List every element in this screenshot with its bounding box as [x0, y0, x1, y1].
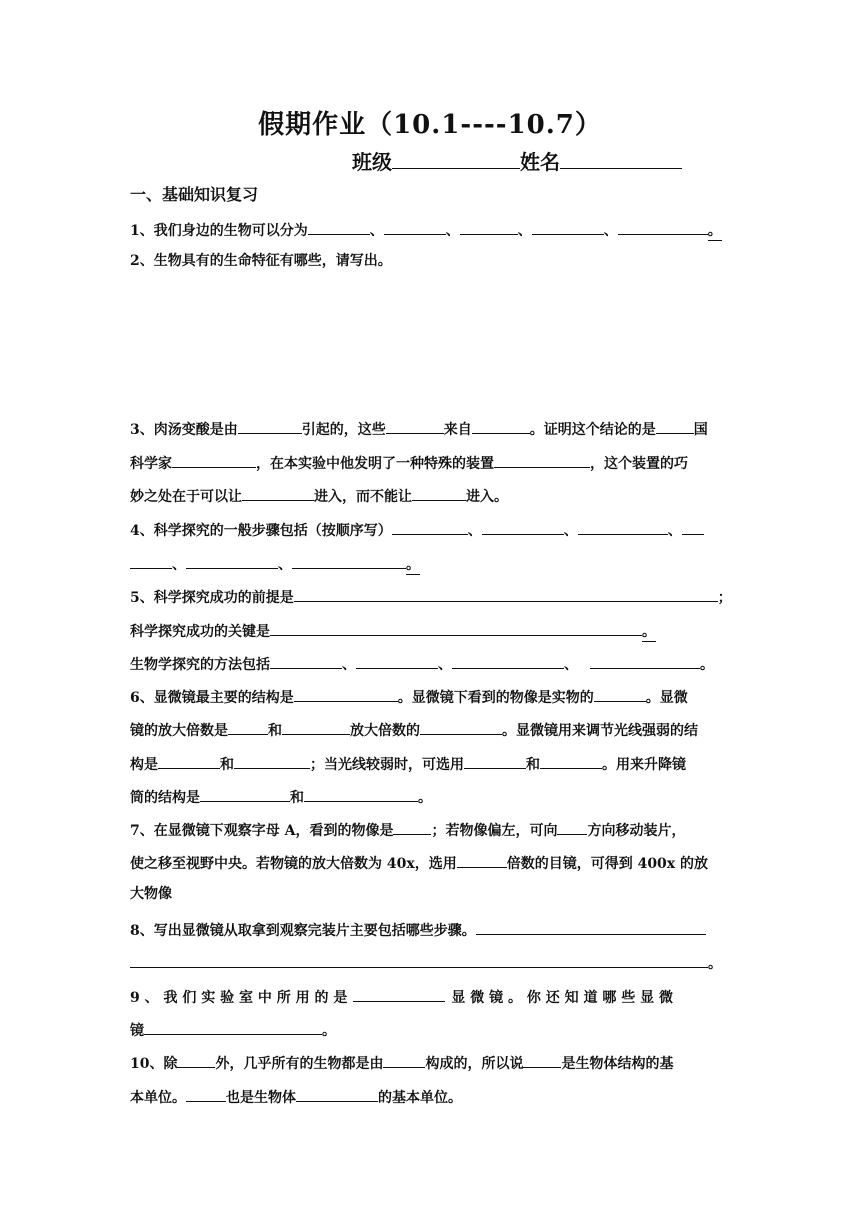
- question-text: 镜的放大倍数是: [130, 723, 228, 739]
- question-text: 本单位。: [130, 1090, 186, 1106]
- question-text: 进入。: [466, 489, 508, 505]
- answer-blank[interactable]: [494, 449, 590, 468]
- question-5-line-3: [130, 650, 714, 674]
- answer-blank[interactable]: [540, 750, 602, 769]
- answer-blank[interactable]: [186, 1083, 226, 1102]
- answer-blank[interactable]: [412, 482, 466, 501]
- answer-blank[interactable]: [158, 750, 220, 769]
- answer-blank[interactable]: [682, 516, 704, 535]
- answer-blank[interactable]: [420, 716, 502, 735]
- answer-blank[interactable]: [393, 816, 431, 835]
- answer-blank[interactable]: [172, 449, 256, 468]
- separator: 、: [564, 657, 578, 673]
- question-text: 来自: [443, 422, 472, 438]
- answer-blank[interactable]: [177, 1049, 215, 1068]
- class-blank[interactable]: [392, 147, 520, 169]
- answer-blank[interactable]: [292, 550, 406, 569]
- question-text: 9 、 我 们 实 验 室 中 所 用 的 是: [130, 990, 348, 1006]
- question-text: 使之移至视野中央。若物镜的放大倍数为 40x，选用: [130, 856, 457, 872]
- question-text: 倍数的目镜，可得到 400x 的放: [506, 856, 709, 872]
- answer-blank[interactable]: [234, 750, 310, 769]
- answer-blank[interactable]: [457, 849, 507, 868]
- question-text: 妙之处在于可以让: [130, 489, 242, 505]
- question-text: 外，几乎所有的生物都是由: [215, 1056, 384, 1072]
- question-7-line-1: [130, 816, 685, 840]
- separator: ；: [717, 590, 732, 606]
- period: 。: [708, 956, 722, 972]
- class-label: 班级: [352, 150, 392, 174]
- question-text: 。用来升降镜: [602, 757, 686, 773]
- separator: 、: [278, 557, 292, 573]
- question-7-line-3: 大物像: [130, 886, 172, 902]
- question-8-line-2: [130, 949, 722, 973]
- answer-blank[interactable]: [386, 415, 444, 434]
- question-7-line-2: [130, 849, 708, 873]
- period: 。: [322, 1023, 336, 1039]
- question-4-line-1: [130, 516, 704, 540]
- question-3-line-1: [130, 415, 708, 439]
- answer-blank[interactable]: [294, 583, 718, 602]
- question-text: 4、科学探究的一般步骤包括（按顺序写）: [130, 523, 392, 539]
- answer-blank[interactable]: [130, 949, 708, 968]
- question-10-line-1: [130, 1049, 673, 1073]
- answer-blank[interactable]: [578, 516, 668, 535]
- answer-blank[interactable]: [282, 716, 350, 735]
- answer-blank[interactable]: [618, 216, 708, 235]
- question-text: ；若物像偏左，可向: [431, 823, 558, 839]
- answer-blank[interactable]: [200, 783, 290, 802]
- answer-blank[interactable]: [270, 617, 642, 636]
- question-5-line-2: [130, 617, 656, 642]
- question-text: 是生物体结构的基: [561, 1056, 674, 1072]
- question-6-line-4: [130, 783, 432, 807]
- question-text: ，这个装置的巧: [590, 456, 688, 472]
- question-1: [130, 216, 722, 241]
- question-text: 和: [526, 757, 540, 773]
- answer-blank[interactable]: [296, 1083, 378, 1102]
- separator: 、: [517, 223, 532, 239]
- page-title: 假期作业（10.1----10.7）: [258, 110, 602, 140]
- question-text: 3、肉汤变酸是由: [130, 422, 238, 438]
- question-text: 。显微镜用来调节光线强弱的结: [502, 723, 698, 739]
- question-text: 引起的，这些: [301, 422, 386, 438]
- answer-blank[interactable]: [594, 683, 646, 702]
- question-text: 5、科学探究成功的前提是: [130, 590, 294, 606]
- answer-blank[interactable]: [452, 650, 564, 669]
- question-2: 2、生物具有的生命特征有哪些，请写出。: [130, 253, 392, 269]
- question-6-line-3: [130, 750, 686, 774]
- question-text: 科学探究成功的关键是: [130, 624, 270, 640]
- class-name-line: [352, 146, 682, 175]
- question-4-line-2: [130, 550, 420, 575]
- answer-blank[interactable]: [130, 550, 172, 569]
- question-3-line-2: [130, 449, 688, 473]
- answer-blank[interactable]: [304, 783, 418, 802]
- separator: 、: [467, 523, 482, 539]
- separator: 、: [667, 523, 682, 539]
- question-9-line-1: [130, 983, 673, 1007]
- question-text: 6、显微镜最主要的结构是: [130, 690, 294, 706]
- question-text: 和: [268, 723, 282, 739]
- answer-blank[interactable]: [590, 650, 700, 669]
- question-text: ，在本实验中他发明了一种特殊的装置: [256, 456, 494, 472]
- answer-blank[interactable]: [228, 716, 268, 735]
- question-text: 放大倍数的: [350, 723, 420, 739]
- separator: 、: [342, 657, 356, 673]
- question-text: 10、除: [130, 1056, 178, 1072]
- question-text: 和: [290, 790, 304, 806]
- question-text: 的基本单位。: [378, 1090, 462, 1106]
- question-text: 镜: [130, 1023, 144, 1039]
- answer-blank[interactable]: [472, 415, 530, 434]
- answer-blank[interactable]: [383, 1049, 425, 1068]
- period: 。: [700, 657, 714, 673]
- answer-blank[interactable]: [384, 216, 446, 235]
- answer-blank[interactable]: [294, 683, 398, 702]
- separator: 、: [438, 657, 452, 673]
- answer-blank[interactable]: [392, 516, 468, 535]
- answer-blank[interactable]: [308, 216, 370, 235]
- answer-blank[interactable]: [356, 650, 438, 669]
- question-text: 7、在显微镜下观察字母 A，看到的物像是: [130, 823, 394, 839]
- name-label: 姓名: [520, 150, 560, 174]
- answer-blank[interactable]: [656, 415, 694, 434]
- question-text: 也是生物体: [226, 1090, 296, 1106]
- answer-blank[interactable]: [532, 216, 604, 235]
- question-text: 筒的结构是: [130, 790, 200, 806]
- answer-blank[interactable]: [353, 983, 445, 1002]
- period: 。: [406, 554, 420, 575]
- answer-blank[interactable]: [482, 516, 564, 535]
- question-text: 。显微镜下看到的物像是实物的: [397, 690, 594, 706]
- answer-blank[interactable]: [186, 550, 278, 569]
- answer-blank[interactable]: [144, 1016, 322, 1035]
- answer-blank[interactable]: [238, 415, 302, 434]
- question-text: 进入，而不能让: [314, 489, 412, 505]
- answer-blank[interactable]: [242, 482, 314, 501]
- section-heading: 一、基础知识复习: [130, 185, 259, 204]
- answer-blank[interactable]: [460, 216, 518, 235]
- separator: 、: [369, 223, 384, 239]
- question-text: 。证明这个结论的是: [529, 422, 656, 438]
- question-8-line-1: [130, 916, 706, 940]
- question-5-line-1: [130, 583, 732, 607]
- question-text: 和: [220, 757, 234, 773]
- separator: 、: [445, 223, 460, 239]
- question-10-line-2: [130, 1083, 462, 1107]
- period: 。: [642, 621, 656, 642]
- answer-blank[interactable]: [464, 750, 526, 769]
- question-6-line-2: [130, 716, 698, 740]
- question-text: 方向移动装片，: [587, 823, 686, 839]
- question-text: 科学家: [130, 456, 172, 472]
- period: 。: [418, 790, 432, 806]
- answer-blank[interactable]: [270, 650, 342, 669]
- answer-blank[interactable]: [557, 816, 587, 835]
- question-text: ；当光线较弱时，可选用: [310, 757, 464, 773]
- question-text: 显 微 镜 。 你 还 知 道 哪 些 显 微: [451, 990, 673, 1006]
- question-text: 生物学探究的方法包括: [130, 657, 270, 673]
- period: 。: [708, 220, 722, 241]
- question-text: 国: [693, 422, 708, 438]
- question-text: 。显微: [645, 690, 688, 706]
- separator: 、: [172, 557, 186, 573]
- answer-blank[interactable]: [523, 1049, 561, 1068]
- question-text: 8、写出显微镜从取拿到观察完装片主要包括哪些步骤。: [130, 923, 476, 939]
- question-text: 构成的，所以说: [425, 1056, 524, 1072]
- question-6-line-1: [130, 683, 688, 707]
- separator: 、: [563, 523, 578, 539]
- question-text: 1、我们身边的生物可以分为: [130, 223, 308, 239]
- question-text: 构是: [130, 757, 158, 773]
- question-9-line-2: [130, 1016, 336, 1040]
- question-3-line-3: [130, 482, 508, 506]
- separator: 、: [603, 223, 618, 239]
- answer-blank[interactable]: [476, 916, 706, 935]
- name-blank[interactable]: [560, 147, 682, 169]
